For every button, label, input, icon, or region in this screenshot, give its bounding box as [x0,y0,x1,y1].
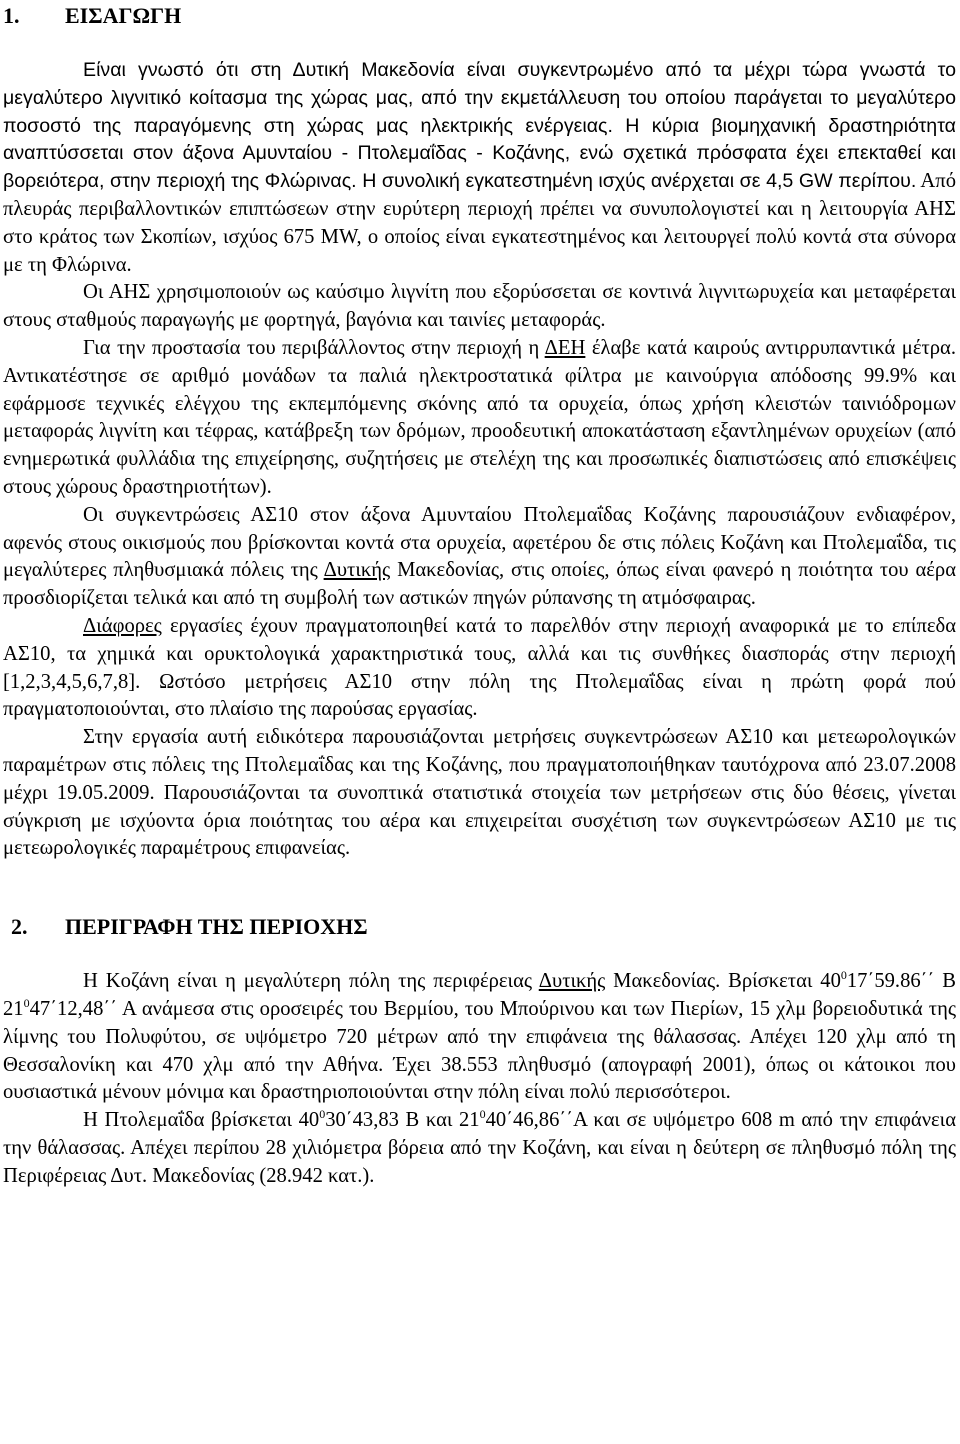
text-run: Από πλευράς περιβαλλοντικών επιπτώσεων στην ευρύτερη περιοχή πρέπει να συνυπολογιστεί και η λειτουργία ΑΗΣ στο κράτος των Σκοπίων, ισχύος 675 MW, ο οποίος είναι εγκατεστημένος και λειτουργεί πολύ κοντά στα σύνορα με τη Φλώρινα. [3,170,956,276]
section-1-title: ΕΙΣΑΓΩΓΗ [65,3,182,28]
text-run: Οι συγκεντρώσεις ΑΣ10 στον άξονα Αμυνταίου Πτολεμαΐδας Κοζάνης παρουσιάζουν ενδιαφέρον, αφενός στους οικισμούς που βρίσκονται κοντά στα ορυχεία, αφετέρου δε στις πόλεις Κοζάνη και Πτολεμαΐδα, τις μεγαλύτερες πληθυσμιακά πόλεις της [3,503,956,582]
degree-superscript: 0 [840,968,847,983]
text-run: Η Κοζάνη είναι η μεγαλύτερη πόλη της περιφέρειας [83,970,539,993]
text-run: ΔΕΗ [544,336,586,359]
text-run: 40΄46,86΄΄Α και σε υψόμετρο 608 m από την επιφάνεια την θάλασσας. Απέχει περίπου 28 χιλιόμετρα βόρεια από την Κοζάνη, και είναι η δεύτερη σε πληθυσμό πόλη της Περιφέρειας Δυτ. Μακεδονίας (28.942 κατ.). [3,1109,956,1187]
section-2-heading [11,913,956,941]
paragraph [3,968,956,1107]
text-run: 30΄43,83 Β και 21 [325,1109,480,1132]
text-run: εργασίες έχουν πραγματοποιηθεί κατά το παρελθόν στην περιοχή αναφορικά με το επίπεδα ΑΣ10, τα χημικά και ορυκτολογικά χαρακτηριστικά τους, αλλά και τις συνθήκες διασποράς στην περιοχή [1,2,3,4,5,6,7,8]. Ωστόσο μετρήσεις ΑΣ10 στην πόλη της Πτολεμαΐδας είναι η πρώτη φορά πού πραγματοποιούνται, στο πλαίσιο της παρούσας εργασίας. [3,614,956,721]
section-2-title: ΠΕΡΙΓΡΑΦΗ ΤΗΣ ΠΕΡΙΟΧΗΣ [65,914,368,940]
text-run: έλαβε κατά καιρούς αντιρρυπαντικά μέτρα. Αντικατέστησε σε αριθμό μονάδων τα παλιά ηλεκτροστατικά φίλτρα με καινούργια απόδοσης 99.9% και εφάρμοσε τεχνικές ελέγχου της εκπεμπόμενης σκόνης από τα ορυχεία, όπως χρήση κλειστών ταινιόδρομων μεταφοράς λιγνίτη και τέφρας, κατάβρεξη των δρόμων, προοδευτική αποκατάσταση εξαντλημένων ορυχείων (από ενημερωτικά φυλλάδια της επιχείρησης, συζητήσεις με στελέχη της και προσωπικές διαπιστώσεις από επισκέψεις στους χώρους δραστηριοτήτων). [3,336,956,498]
paragraph [3,279,956,335]
document-page [3,0,956,1190]
paragraph [3,613,956,724]
text-run: 17΄59.86΄΄ Β 21 [3,970,956,1020]
text-run [613,115,625,137]
paragraph [3,502,956,613]
section-2-number: 2. [11,914,28,940]
text-run: Είναι γνωστό ότι στη Δυτική Μακεδονία είναι συγκεντρωμένο από τα μέχρι τώρα γνωστά το μεγαλύτερο λιγνιτικό κοίτασμα της χώρας μας, από την εκμετάλλευση του οποίου παράγεται το μεγαλύτερο ποσοστό της παραγόμενης στη χώρας μας ηλεκτρικής ενέργειας. [3,59,956,137]
section-1-heading [3,2,956,30]
text-run: Οι ΑΗΣ χρησιμοποιούν ως καύσιμο λιγνίτη που εξορύσσεται σε κοντινά λιγνιτωρυχεία και μεταφέρεται στους σταθμούς παραγωγής με φορτηγά, βαγόνια και ταινίες μεταφοράς. [3,281,956,332]
paragraph [3,724,956,863]
degree-superscript: 0 [479,1107,486,1122]
section-1-number: 1. [3,3,20,28]
degree-superscript: 0 [23,995,30,1010]
text-run: Δυτικής [538,970,606,993]
text-run: Μακεδονίας. Βρίσκεται 40 [605,970,841,993]
text-run: Δυτικής [323,559,391,582]
paragraph [3,1107,956,1190]
text-run: Μακεδονίας, στις οποίες, όπως είναι φανερό η ποιότητα του αέρα προσδιορίζεται τελικά και από τη συμβολή των αστικών πηγών ρύπανσης τη ατμόσφαιρας. [3,559,956,610]
text-run: Στην εργασία αυτή ειδικότερα παρουσιάζονται μετρήσεις συγκεντρώσεων ΑΣ10 και μετεωρολογικών παραμέτρων στις πόλεις της Πτολεμαΐδας και της Κοζάνης, που πραγματοποιήθηκαν ταυτόχρονα από 23.07.2008 μέχρι 19.05.2009. Παρουσιάζονται τα συνοπτικά στατιστικά στοιχεία των μετρήσεων στις δύο θέσεις, γίνεται σύγκριση με ισχύοντα όρια ποιότητας του αέρα και επιχειρείται συσχέτιση των συγκεντρώσεων ΑΣ10 με τις μετεωρολογικές παραμέτρους επιφανείας. [3,726,956,860]
paragraph [3,57,956,279]
paragraph [3,335,956,502]
text-run: Διάφορες [83,614,162,637]
text-run: Η Πτολεμαΐδα βρίσκεται 40 [83,1109,320,1132]
text-run: Η κύρια βιομηχανική δραστηριότητα αναπτύσσεται στον άξονα Αμυνταίου - Πτολεμαΐδας - Κοζάνης, ενώ σχετικά πρόσφατα έχει επεκταθεί και βορειότερα, στην περιοχή της Φλώρινας. Η συνολική εγκατεστημένη ισχύς ανέρχεται σε 4,5 GW περίπου. [3,114,956,193]
section-2-body [3,968,956,1190]
text-run: Για την προστασία του περιβάλλοντος στην περιοχή η [83,336,545,359]
text-run: 47΄12,48΄΄ Α ανάμεσα στις οροσειρές του Βερμίου, του Μπούρινου και των Πιερίων, 15 χλμ βορειοδυτικά της λίμνης του Πολυφύτου, σε υψόμετρο 720 μέτρων από την επιφάνεια της θάλασσας. Απέχει 120 χλμ από τη Θεσσαλονίκη και 470 χλμ από την Αθήνα. Έχει 38.553 πληθυσμό (απογραφή 2001), όπως οι κάτοικοι που ουσιαστικά μένουν μόνιμα και δραστηριοποιούνται στην πόλη είναι πολύ περισσότεροι. [3,997,956,1104]
degree-superscript: 0 [319,1107,326,1122]
section-1-body [3,57,956,863]
